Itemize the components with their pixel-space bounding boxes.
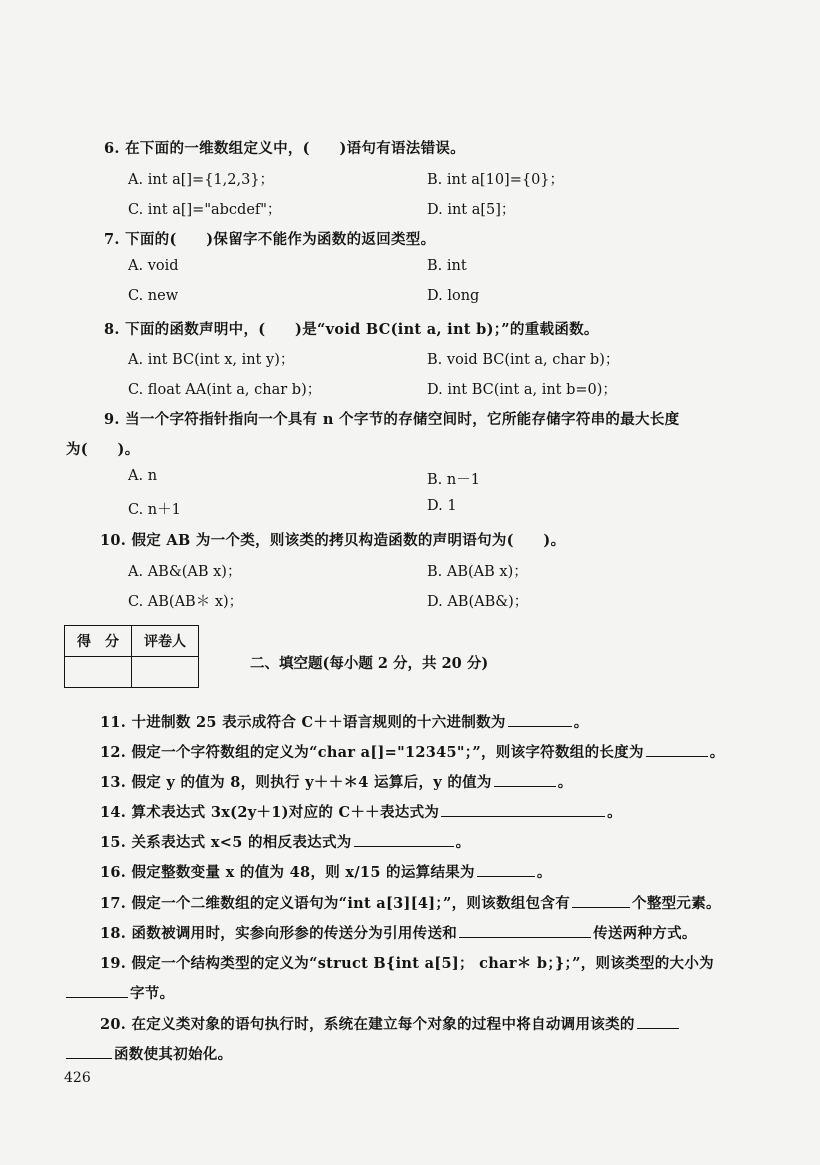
question-6-stem: 6. 在下面的一维数组定义中，( )语句有语法错误。 bbox=[104, 140, 466, 157]
answer-blank[interactable] bbox=[66, 1044, 112, 1059]
fill-question-12 bbox=[100, 741, 725, 762]
answer-blank[interactable] bbox=[646, 742, 708, 757]
question-7-option-b: B. int bbox=[427, 258, 467, 274]
question-10-stem: 10. 假定 AB 为一个类，则该类的拷贝构造函数的声明语句为( )。 bbox=[100, 532, 566, 549]
question-9-option-d: D. 1 bbox=[427, 498, 457, 514]
question-6-option-c: C. int a[]="abcdef"； bbox=[128, 202, 282, 218]
fill-question-11 bbox=[100, 711, 589, 732]
fill-question-19 bbox=[100, 952, 714, 973]
question-7-stem: 7. 下面的( )保留字不能作为函数的返回类型。 bbox=[104, 231, 436, 248]
question-6-option-b: B. int a[10]={0}； bbox=[427, 172, 565, 188]
fill-16-text: 16. 假定整数变量 x 的值为 48，则 x/15 的运算结果为 bbox=[100, 864, 475, 881]
question-8-option-c: C. float AA(int a, char b)； bbox=[128, 382, 322, 398]
question-8-stem: 8. 下面的函数声明中，( )是“void BC(int a, int b)；”的重载函数。 bbox=[104, 321, 599, 338]
grader-header: 评卷人 bbox=[132, 626, 199, 657]
question-9-option-a: A. n bbox=[128, 468, 158, 484]
fill-17-text: 17. 假定一个二维数组的定义语句为“int a[3][4]；”，则该数组包含有 bbox=[100, 895, 571, 912]
page-number: 426 bbox=[64, 1070, 91, 1086]
question-9-option-c: C. n＋1 bbox=[128, 502, 181, 518]
fill-14-end: 。 bbox=[607, 804, 622, 821]
fill-13-end: 。 bbox=[557, 774, 573, 791]
question-10-option-a: A. AB&(AB x)； bbox=[128, 564, 242, 580]
fill-14-text: 14. 算术表达式 3x(2y＋1)对应的 C＋＋表达式为 bbox=[100, 804, 440, 821]
question-10-option-b: B. AB(AB x)； bbox=[427, 564, 528, 580]
question-6-option-d: D. int a[5]； bbox=[427, 202, 516, 218]
fill-11-end: 。 bbox=[573, 714, 589, 731]
fill-question-20 bbox=[100, 1013, 681, 1034]
fill-17-end: 个整型元素。 bbox=[632, 895, 721, 912]
score-table bbox=[64, 625, 199, 688]
answer-blank[interactable] bbox=[441, 802, 605, 817]
question-9-stem-continued: 为( )。 bbox=[66, 441, 140, 458]
question-8-option-d: D. int BC(int a, int b=0)； bbox=[427, 382, 617, 398]
answer-blank[interactable] bbox=[508, 712, 572, 727]
grader-cell bbox=[132, 657, 199, 688]
fill-15-text: 15. 关系表达式 x<5 的相反表达式为 bbox=[100, 834, 352, 851]
question-6-option-a: A. int a[]={1,2,3}； bbox=[128, 172, 275, 188]
fill-question-19-continued bbox=[64, 982, 174, 1003]
fill-12-end: 。 bbox=[709, 744, 725, 761]
fill-20-end: 函数使其初始化。 bbox=[114, 1046, 233, 1063]
fill-19-text: 19. 假定一个结构类型的定义为“struct B{int a[5]； char＊ b；}；”，则该类型的大小为 bbox=[100, 955, 714, 972]
question-8-option-a: A. int BC(int x, int y)； bbox=[128, 352, 295, 368]
fill-question-16 bbox=[100, 861, 552, 882]
question-7-option-a: A. void bbox=[128, 258, 179, 274]
question-9-stem: 9. 当一个字符指针指向一个具有 n 个字节的存储空间时，它所能存储字符串的最大长度 bbox=[104, 411, 680, 428]
answer-blank[interactable] bbox=[477, 862, 535, 877]
question-10-option-d: D. AB(AB&)； bbox=[427, 594, 529, 610]
fill-question-17 bbox=[100, 892, 721, 913]
answer-blank[interactable] bbox=[459, 923, 591, 938]
fill-18-end: 传送两种方式。 bbox=[593, 925, 697, 942]
fill-question-18 bbox=[100, 922, 697, 943]
answer-blank[interactable] bbox=[494, 772, 556, 787]
fill-16-end: 。 bbox=[536, 864, 552, 881]
fill-question-20-continued bbox=[64, 1043, 232, 1064]
section-title: 二、填空题(每小题 2 分，共 20 分) bbox=[250, 655, 489, 672]
question-10-option-c: C. AB(AB＊ x)； bbox=[128, 594, 244, 610]
answer-blank[interactable] bbox=[572, 893, 630, 908]
fill-question-15 bbox=[100, 831, 470, 852]
fill-15-end: 。 bbox=[455, 834, 471, 851]
answer-blank[interactable] bbox=[354, 832, 454, 847]
question-9-option-b: B. n－1 bbox=[427, 472, 480, 488]
fill-13-text: 13. 假定 y 的值为 8，则执行 y＋＋＊4 运算后，y 的值为 bbox=[100, 774, 492, 791]
fill-question-13 bbox=[100, 771, 573, 792]
fill-12-text: 12. 假定一个字符数组的定义为“char a[]="12345"；”，则该字符数组的长度为 bbox=[100, 744, 644, 761]
fill-11-text: 11. 十进制数 25 表示成符合 C＋＋语言规则的十六进制数为 bbox=[100, 714, 506, 731]
answer-blank[interactable] bbox=[66, 983, 128, 998]
fill-20-text: 20. 在定义类对象的语句执行时，系统在建立每个对象的过程中将自动调用该类的 bbox=[100, 1016, 635, 1033]
fill-18-text: 18. 函数被调用时，实参向形参的传送分为引用传送和 bbox=[100, 925, 458, 942]
fill-19-end: 字节。 bbox=[130, 985, 175, 1002]
question-8-option-b: B. void BC(int a, char b)； bbox=[427, 352, 620, 368]
question-7-option-c: C. new bbox=[128, 288, 179, 304]
score-header: 得 分 bbox=[65, 626, 132, 657]
answer-blank[interactable] bbox=[637, 1014, 679, 1029]
score-cell bbox=[65, 657, 132, 688]
fill-question-14 bbox=[100, 801, 622, 822]
question-7-option-d: D. long bbox=[427, 288, 480, 304]
